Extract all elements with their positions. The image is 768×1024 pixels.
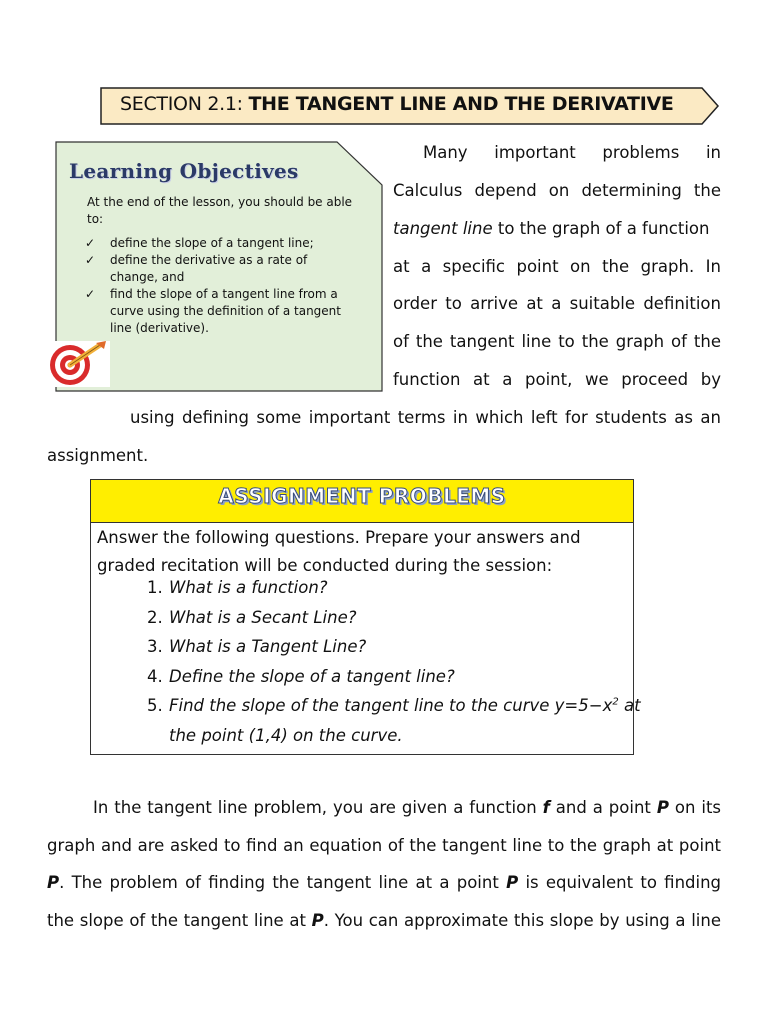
assignment-title: ASSIGNMENT PROBLEMS	[218, 484, 506, 508]
body-line-2: graph and are asked to find an equation of the tangent line to the graph at point	[47, 836, 721, 855]
target-dart-icon	[46, 341, 110, 387]
point-symbol: P	[656, 798, 669, 817]
check-icon: ✓	[85, 253, 96, 267]
objective-item: ✓ find the slope of a tangent line from a curve using the definition of a tangent line (derivative).	[85, 287, 341, 335]
check-icon: ✓	[85, 287, 96, 301]
question-item: 5. Find the slope of the tangent line to the curve $y=5-x^2$ at	[147, 696, 641, 715]
function-symbol: f	[542, 798, 550, 817]
intro-line-7: function at a point, we proceed by	[393, 370, 721, 389]
intro-line-8: using defining some important terms in which left for students as an	[130, 408, 721, 427]
objective-item: ✓ define the derivative as a rate of change, and	[85, 253, 308, 284]
tangent-line-term: tangent line	[393, 219, 493, 238]
intro-line-1: Many important problems in	[423, 143, 721, 162]
section-heading: THE TANGENT LINE AND THE DERIVATIVE	[248, 93, 674, 115]
assignment-problems-box	[90, 479, 641, 755]
question-item: 2. What is a Secant Line?	[147, 607, 357, 627]
objective-item: ✓ define the slope of a tangent line;	[85, 236, 314, 250]
question-item: 4. Define the slope of a tangent line?	[147, 666, 455, 686]
question-item-continuation: the point (1,4) on the curve.	[169, 725, 403, 745]
section-number: SECTION 2.1:	[120, 93, 249, 115]
learning-objectives-box	[55, 141, 383, 392]
check-icon: ✓	[85, 236, 96, 250]
body-line-3: P. The problem of finding the tangent line at a point P is equivalent to finding	[47, 873, 722, 892]
learning-objectives-list	[85, 235, 353, 337]
section-title	[120, 93, 674, 115]
section-banner	[100, 87, 720, 125]
intro-line-2: Calculus depend on determining the	[393, 181, 721, 200]
learning-objectives-intro: At the end of the lesson, you should be able to:	[87, 195, 353, 226]
intro-line-6: of the tangent line to the graph of the	[393, 332, 721, 351]
body-line-4: the slope of the tangent line at P. You can approximate this slope by using a line	[47, 911, 721, 930]
intro-line-9: assignment.	[47, 446, 149, 465]
assignment-question-list	[147, 578, 641, 755]
learning-objectives-title: Learning Objectives	[69, 159, 299, 183]
intro-line-5: order to arrive at a suitable definition	[393, 294, 721, 313]
exponent: 2	[612, 696, 619, 708]
intro-line-3: tangent line to the graph of a function	[393, 219, 710, 238]
question-item: 3. What is a Tangent Line?	[147, 637, 367, 656]
intro-line-4: at a specific point on the graph. In	[393, 257, 721, 276]
question-item: 1. What is a function?	[147, 578, 328, 597]
assignment-intro: Answer the following questions. Prepare your answers and graded recitation will be conducted during the session:	[97, 528, 581, 575]
body-line-1: In the tangent line problem, you are given a function f and a point P on its	[93, 798, 722, 817]
assignment-header	[91, 480, 633, 523]
